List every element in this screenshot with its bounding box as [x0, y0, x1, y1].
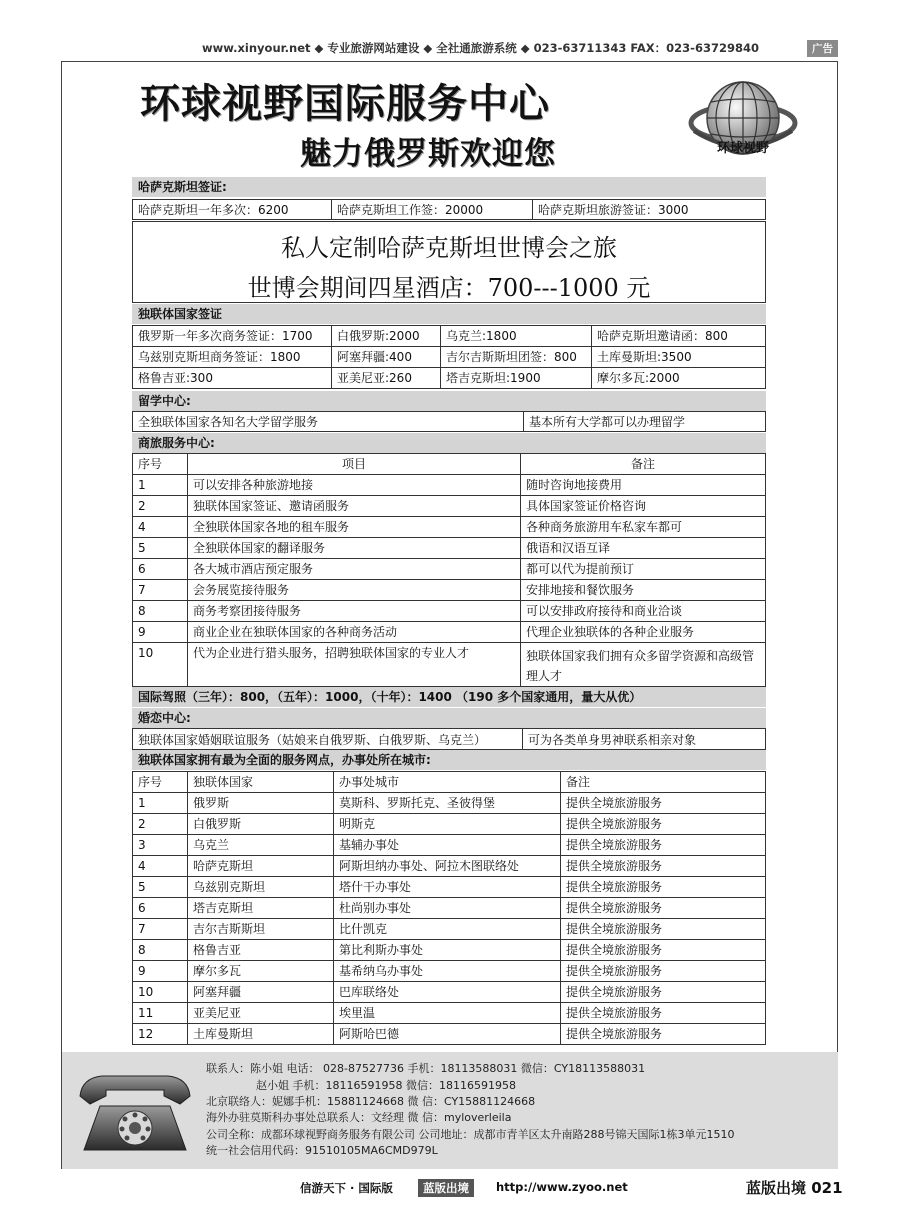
top-bar — [0, 36, 900, 58]
service-note: 具体国家签证价格咨询 — [521, 496, 766, 517]
table-row — [133, 475, 766, 496]
network-heading: 独联体国家拥有最为全面的服务网点，办事处所在城市: — [132, 750, 766, 770]
office-note: 提供全境旅游服务 — [561, 1003, 766, 1024]
row-number: 1 — [133, 793, 188, 814]
row-number: 6 — [133, 559, 188, 580]
cis-visa-cell: 白俄罗斯:2000 — [332, 326, 441, 347]
cis-visa-heading: 独联体国家签证 — [132, 304, 766, 324]
row-number: 11 — [133, 1003, 188, 1024]
cis-visa-cell: 格鲁吉亚:300 — [133, 368, 332, 389]
table-row — [133, 982, 766, 1003]
cis-visa-cell: 乌克兰:1800 — [441, 326, 592, 347]
contact-line: 联系人：陈小姐 电话： 028-87527736 手机：18113588031 微信：CY18113588031 — [206, 1062, 646, 1075]
contact-line: 统一社会信用代码：91510105MA6CMD979L — [206, 1144, 438, 1157]
row-number: 4 — [133, 856, 188, 877]
table-row — [133, 1003, 766, 1024]
service-item: 各大城市酒店预定服务 — [188, 559, 521, 580]
row-number: 7 — [133, 919, 188, 940]
country: 摩尔多瓦 — [188, 961, 334, 982]
table-row — [133, 347, 766, 368]
row-number: 7 — [133, 580, 188, 601]
table-row — [133, 496, 766, 517]
column-header: 序号 — [133, 772, 188, 793]
country: 白俄罗斯 — [188, 814, 334, 835]
row-number: 4 — [133, 517, 188, 538]
kz-visa-item: 哈萨克斯坦旅游签证：3000 — [532, 199, 766, 220]
cis-visa-cell: 阿塞拜疆:400 — [332, 347, 441, 368]
kz-visa-heading: 哈萨克斯坦签证: — [132, 177, 766, 197]
service-note: 独联体国家我们拥有众多留学资源和高级管理人才 — [521, 643, 766, 687]
row-number: 10 — [133, 643, 188, 687]
office-city: 阿斯哈巴德 — [334, 1024, 561, 1045]
office-city: 基希纳乌办事处 — [334, 961, 561, 982]
service-item: 独联体国家签证、邀请函服务 — [188, 496, 521, 517]
network-table — [132, 771, 766, 1045]
contact-line: 公司全称：成都环球视野商务服务有限公司 公司地址：成都市青羊区太升南路288号锦天国际1栋3单元1510 — [206, 1128, 735, 1141]
country: 阿塞拜疆 — [188, 982, 334, 1003]
country: 亚美尼亚 — [188, 1003, 334, 1024]
page-number: 蓝版出境 021 — [746, 1179, 843, 1197]
office-note: 提供全境旅游服务 — [561, 793, 766, 814]
page-subtitle: 魅力俄罗斯欢迎您 — [300, 136, 556, 172]
table-row — [133, 877, 766, 898]
table-row — [133, 580, 766, 601]
row-number: 5 — [133, 538, 188, 559]
cis-visa-cell: 俄罗斯一年多次商务签证：1700 — [133, 326, 332, 347]
column-header: 备注 — [521, 454, 766, 475]
office-note: 提供全境旅游服务 — [561, 877, 766, 898]
office-city: 阿斯坦纳办事处、阿拉木图联络处 — [334, 856, 561, 877]
table-row — [133, 368, 766, 389]
license-heading: 国际驾照（三年）：800，（五年）：1000，（十年）：1400 （190 多个国家通用，量大从优） — [132, 687, 766, 707]
cis-visa-cell: 摩尔多瓦:2000 — [592, 368, 766, 389]
promo-line-2: 世博会期间四星酒店：700---1000 元 — [247, 274, 651, 302]
table-row — [133, 517, 766, 538]
cis-visa-cell: 乌兹别克斯坦商务签证：1800 — [133, 347, 332, 368]
table-row — [133, 898, 766, 919]
office-note: 提供全境旅游服务 — [561, 1024, 766, 1045]
service-item: 可以安排各种旅游地接 — [188, 475, 521, 496]
table-header-row — [133, 772, 766, 793]
section-badge: 蓝版出境 — [418, 1179, 474, 1197]
row-number: 6 — [133, 898, 188, 919]
telephone-icon — [72, 1066, 198, 1158]
service-note: 俄语和汉语互译 — [521, 538, 766, 559]
office-note: 提供全境旅游服务 — [561, 961, 766, 982]
cis-visa-cell: 吉尔吉斯斯坦团签：800 — [441, 347, 592, 368]
logo-text: 环球视野 — [716, 141, 770, 156]
business-table — [132, 453, 766, 687]
cis-visa-cell: 土库曼斯坦:3500 — [592, 347, 766, 368]
column-header: 序号 — [133, 454, 188, 475]
top-bar-text: www.xinyour.net ◆ 专业旅游网站建设 ◆ 全社通旅游系统 ◆ 023-63711343 FAX：023-63729840 — [202, 41, 759, 55]
office-note: 提供全境旅游服务 — [561, 814, 766, 835]
table-row — [133, 919, 766, 940]
row-number: 8 — [133, 601, 188, 622]
cis-visa-cell: 哈萨克斯坦邀请函：800 — [592, 326, 766, 347]
table-row — [133, 814, 766, 835]
marriage-heading: 婚恋中心: — [132, 708, 766, 728]
expo-promo-box — [132, 221, 766, 303]
service-note: 安排地接和餐饮服务 — [521, 580, 766, 601]
cis-visa-cell: 塔吉克斯坦:1900 — [441, 368, 592, 389]
country: 哈萨克斯坦 — [188, 856, 334, 877]
contact-line: 北京联络人：妮娜手机：15881124668 微 信：CY15881124668 — [206, 1095, 536, 1108]
office-note: 提供全境旅游服务 — [561, 919, 766, 940]
marriage-right: 可为各类单身男神联系相亲对象 — [522, 728, 766, 750]
service-note: 可以安排政府接待和商业洽谈 — [521, 601, 766, 622]
table-row — [133, 326, 766, 347]
office-note: 提供全境旅游服务 — [561, 898, 766, 919]
service-item: 全独联体国家各地的租车服务 — [188, 517, 521, 538]
table-row — [133, 559, 766, 580]
kz-visa-item: 哈萨克斯坦一年多次：6200 — [132, 199, 332, 220]
ad-badge: 广告 — [807, 40, 838, 57]
country: 俄罗斯 — [188, 793, 334, 814]
study-heading: 留学中心: — [132, 391, 766, 411]
row-number: 8 — [133, 940, 188, 961]
table-row — [133, 961, 766, 982]
column-header: 项目 — [188, 454, 521, 475]
row-number: 9 — [133, 961, 188, 982]
service-item: 全独联体国家的翻译服务 — [188, 538, 521, 559]
cis-visa-table — [132, 325, 766, 389]
office-note: 提供全境旅游服务 — [561, 856, 766, 877]
service-note: 都可以代为提前预订 — [521, 559, 766, 580]
service-note: 各种商务旅游用车私家车都可 — [521, 517, 766, 538]
service-item: 会务展览接待服务 — [188, 580, 521, 601]
table-row — [133, 856, 766, 877]
office-city: 基辅办事处 — [334, 835, 561, 856]
office-city: 埃里温 — [334, 1003, 561, 1024]
office-city: 莫斯科、罗斯托克、圣彼得堡 — [334, 793, 561, 814]
row-number: 12 — [133, 1024, 188, 1045]
row-number: 3 — [133, 835, 188, 856]
table-row — [133, 793, 766, 814]
contact-line: 赵小姐 手机：18116591958 微信：18116591958 — [256, 1079, 516, 1092]
office-city: 第比利斯办事处 — [334, 940, 561, 961]
bottom-bar — [0, 1176, 900, 1198]
column-header: 独联体国家 — [188, 772, 334, 793]
country: 格鲁吉亚 — [188, 940, 334, 961]
service-item: 代为企业进行猎头服务，招聘独联体国家的专业人才 — [188, 643, 521, 687]
brand-text: 信游天下 · 国际版 — [300, 1181, 393, 1195]
service-note: 代理企业独联体的各种企业服务 — [521, 622, 766, 643]
office-city: 巴库联络处 — [334, 982, 561, 1003]
row-number: 2 — [133, 496, 188, 517]
row-number: 9 — [133, 622, 188, 643]
business-heading: 商旅服务中心: — [132, 433, 766, 453]
cis-visa-cell: 亚美尼亚:260 — [332, 368, 441, 389]
office-city: 杜尚别办事处 — [334, 898, 561, 919]
column-header: 办事处城市 — [334, 772, 561, 793]
table-row — [133, 601, 766, 622]
table-row — [133, 538, 766, 559]
row-number: 1 — [133, 475, 188, 496]
row-number: 5 — [133, 877, 188, 898]
table-row — [133, 940, 766, 961]
service-item: 商务考察团接待服务 — [188, 601, 521, 622]
column-header: 备注 — [561, 772, 766, 793]
page-title: 环球视野国际服务中心 — [140, 81, 550, 127]
country: 乌兹别克斯坦 — [188, 877, 334, 898]
office-city: 比什凯克 — [334, 919, 561, 940]
country: 乌克兰 — [188, 835, 334, 856]
study-right: 基本所有大学都可以办理留学 — [523, 411, 766, 432]
site-url[interactable]: http://www.zyoo.net — [496, 1180, 628, 1194]
marriage-left: 独联体国家婚姻联谊服务（姑娘来自俄罗斯、白俄罗斯、乌克兰） — [132, 728, 523, 750]
promo-line-1: 私人定制哈萨克斯坦世博会之旅 — [281, 234, 617, 262]
table-row — [133, 1024, 766, 1045]
row-number: 10 — [133, 982, 188, 1003]
table-header-row — [133, 454, 766, 475]
office-city: 塔什干办事处 — [334, 877, 561, 898]
office-note: 提供全境旅游服务 — [561, 982, 766, 1003]
service-note: 随时咨询地接费用 — [521, 475, 766, 496]
kz-visa-item: 哈萨克斯坦工作签：20000 — [331, 199, 533, 220]
service-item: 商业企业在独联体国家的各种商务活动 — [188, 622, 521, 643]
row-number: 2 — [133, 814, 188, 835]
globe-logo-icon — [688, 76, 798, 170]
contact-footer — [62, 1052, 838, 1169]
table-row — [133, 643, 766, 687]
office-note: 提供全境旅游服务 — [561, 940, 766, 961]
country: 吉尔吉斯斯坦 — [188, 919, 334, 940]
contact-line: 海外办驻莫斯科办事处总联系人：文经理 微 信：myloverleila — [206, 1111, 512, 1124]
office-city: 明斯克 — [334, 814, 561, 835]
country: 土库曼斯坦 — [188, 1024, 334, 1045]
study-left: 全独联体国家各知名大学留学服务 — [132, 411, 524, 432]
table-row — [133, 835, 766, 856]
table-row — [133, 622, 766, 643]
country: 塔吉克斯坦 — [188, 898, 334, 919]
office-note: 提供全境旅游服务 — [561, 835, 766, 856]
